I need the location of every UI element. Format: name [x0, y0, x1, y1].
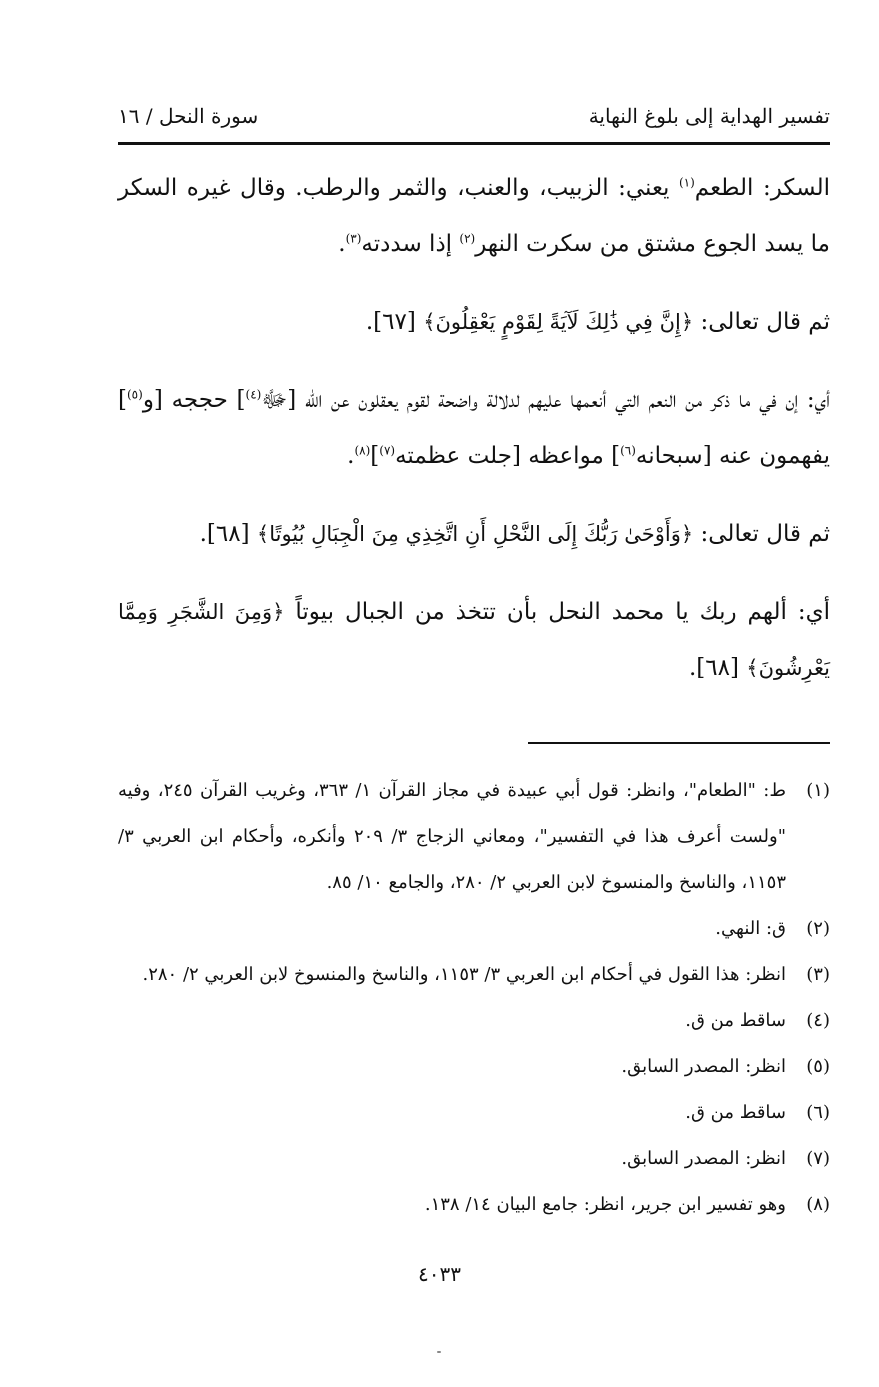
footnote-4: [118, 998, 830, 1044]
paragraph-verse-67-explanation: أي: إن في ما ذكر من النعم التي أنعمها عليهم لدلالة واضحة لقوم يعقلون عن الله [ﷻ$^{(٤)}$] حججه [و$^{(٥)}$] يفهمون عنه [سبحانه$^{(٦)}$] مواعظه [جلت عظمته$^{(٧)}$]$^{(٨)}$.: [118, 387, 831, 469]
quran-verse-68-continuation: ﴿وَمِنَ الشَّجَرِ وَمِمَّا يَعْرِشُونَ﴾: [118, 600, 830, 680]
header-rule: [118, 142, 830, 145]
paragraph-verse-68-explanation: أي: ألهم ربك يا محمد النحل بأن تتخذ من الجبال بيوتاً ﴿وَمِنَ الشَّجَرِ وَمِمَّا يَعْرِشُونَ﴾ [٦٨].: [118, 599, 830, 681]
footnote-ref-4: (٤): [245, 387, 262, 402]
quran-verse-67: ﴿إِنَّ فِي ذَٰلِكَ لَآيَةً لِقَوْمٍ يَعْقِلُونَ﴾: [423, 310, 694, 334]
footnote-6: [118, 1090, 830, 1136]
page-number: ٤٠٣٣: [418, 1262, 461, 1286]
footnote-ref-6: (٦): [620, 443, 636, 458]
footnote-number: (٢): [806, 918, 830, 939]
footnote-number: (٤): [806, 1010, 830, 1031]
footnote-text: انظر: المصدر السابق.: [621, 1148, 786, 1169]
footnote-text: انظر: هذا القول في أحكام ابن العربي ٣/ ١١٥٣، والناسخ والمنسوخ لابن العربي ٢/ ٢٨٠.: [142, 964, 786, 985]
footnote-number: (٦): [806, 1102, 830, 1123]
footnote-3: [118, 952, 830, 998]
footnote-ref-7: (٧): [379, 443, 396, 458]
running-header: [118, 96, 830, 136]
footnote-1: [118, 768, 830, 906]
footnote-ref-2: (٢): [459, 231, 476, 246]
footnote-number: (٨): [806, 1194, 830, 1215]
footnote-text: ط: "الطعام"، وانظر: قول أبي عبيدة في مجاز القرآن ١/ ٣٦٣، وغريب القرآن ٢٤٥، وفيه "ولست أعرف هذا في التفسير"، ومعاني الزجاج ٣/ ٢٠٩ وأنكره، وأحكام ابن العربي ٣/ ١١٥٣، والناسخ والمنسوخ لابن العربي ٢/ ٢٨٠، والجامع ١٠/ ٨٥.: [118, 780, 786, 893]
paragraph-sukr: السكر: الطعم$^{(١)}$ يعني: الزبيب، والعنب، والثمر والرطب. وقال غيره السكر ما يسد الجوع مشتق من سكرت النهر$^{(٢)}$ إذا سددته$^{(٣)}$.: [118, 175, 830, 257]
footnote-ref-8: (٨): [354, 443, 371, 458]
footnote-text: انظر: المصدر السابق.: [621, 1056, 786, 1077]
quran-verse-68: ﴿وَأَوْحَىٰ رَبُّكَ إِلَى النَّحْلِ أَنِ اتَّخِذِي مِنَ الْجِبَالِ بُيُوتًا﴾: [256, 522, 694, 546]
footnote-8: [118, 1182, 830, 1228]
verse-68-intro: ثم قال تعالى: ﴿وَأَوْحَىٰ رَبُّكَ إِلَى النَّحْلِ أَنِ اتَّخِذِي مِنَ الْجِبَالِ بُيُوتًا﴾ [٦٨].: [199, 521, 830, 547]
scan-speck: [437, 1351, 441, 1353]
footnote-2: [118, 906, 830, 952]
footnote-number: (٣): [806, 964, 830, 985]
footnote-ref-5: (٥): [126, 387, 143, 402]
footnote-text: ساقط من ق.: [685, 1102, 786, 1123]
footnote-separator: [528, 742, 830, 744]
footnotes: [118, 768, 830, 1228]
book-title: تفسير الهداية إلى بلوغ النهاية: [588, 104, 830, 128]
main-text: [118, 160, 830, 696]
footnote-number: (١): [806, 780, 830, 801]
footnote-ref-1: (١): [678, 175, 695, 190]
footnote-5: [118, 1044, 830, 1090]
footnote-number: (٥): [806, 1056, 830, 1077]
footnote-text: ق: النهي.: [715, 918, 786, 939]
footnote-7: [118, 1136, 830, 1182]
footnote-number: (٧): [806, 1148, 830, 1169]
surah-reference: سورة النحل / ١٦: [118, 104, 259, 128]
verse-67-intro: ثم قال تعالى: ﴿إِنَّ فِي ذَٰلِكَ لَآيَةً لِقَوْمٍ يَعْقِلُونَ﴾ [٦٧].: [365, 309, 830, 335]
footnote-text: ساقط من ق.: [685, 1010, 786, 1031]
footnote-text: وهو تفسير ابن جرير، انظر: جامع البيان ١٤/ ١٣٨.: [424, 1194, 786, 1215]
footnote-ref-3: (٣): [345, 231, 362, 246]
